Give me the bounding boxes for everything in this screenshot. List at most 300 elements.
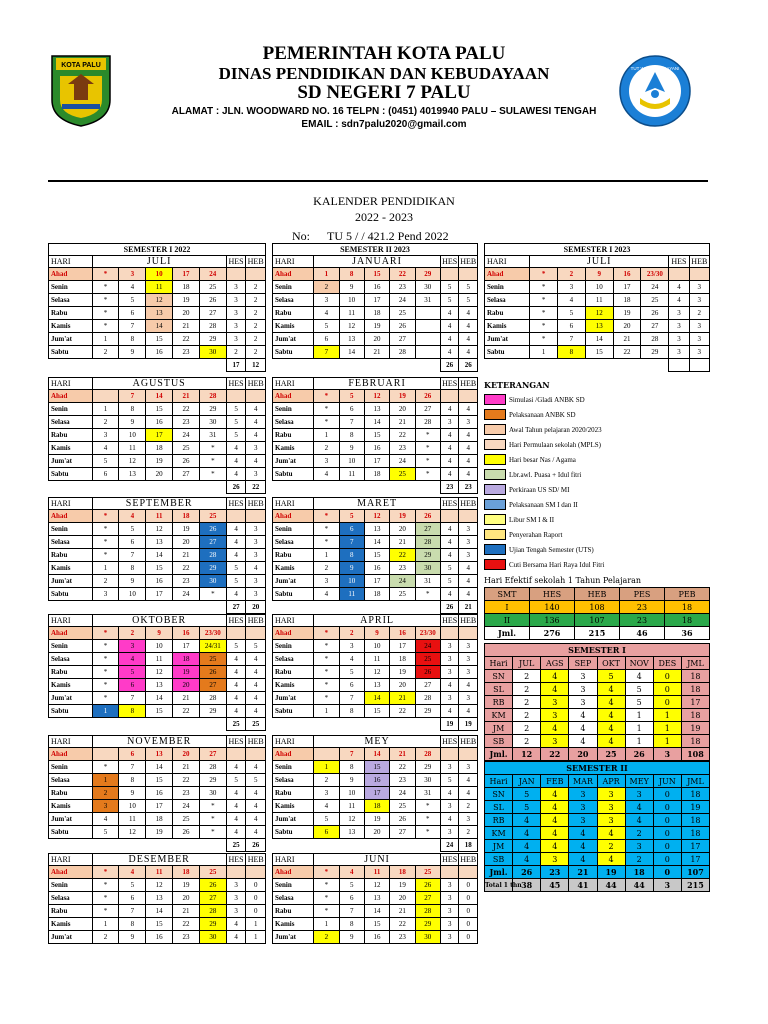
hari-header: HARI: [273, 736, 314, 748]
heb-header: HEB: [247, 257, 264, 266]
date-cell: 18: [364, 588, 389, 601]
date-cell: 28: [415, 536, 440, 549]
heb-value: 4: [459, 588, 478, 601]
date-cell: 18: [364, 307, 389, 320]
hes-value: [440, 866, 459, 879]
summary-cell: 17: [681, 696, 709, 709]
summary-head-cell: JML: [681, 775, 709, 788]
legend-item: [484, 542, 714, 557]
summary-cell: 3: [569, 696, 597, 709]
date-cell: 25: [199, 653, 226, 666]
date-cell: [415, 333, 440, 346]
hes-header: HES: [442, 379, 458, 388]
day-name: Senin: [273, 879, 314, 892]
summary-cell: 2: [513, 709, 541, 722]
hes-value: 4: [440, 429, 459, 442]
date-cell: 8: [119, 918, 146, 931]
day-row: [49, 800, 266, 813]
date-cell: *: [92, 510, 119, 523]
date-cell: 28: [199, 549, 226, 562]
date-cell: 28: [199, 761, 226, 774]
hes-value: [226, 268, 246, 281]
effective-cell: 107: [575, 614, 620, 627]
day-row: [49, 549, 266, 562]
date-cell: 8: [119, 403, 146, 416]
month-total-row: [485, 359, 710, 372]
day-row: [273, 468, 478, 481]
day-name: Rabu: [273, 429, 314, 442]
heb-header: HEB: [247, 737, 264, 746]
hes-total: 26: [440, 359, 459, 372]
heb-value: 4: [459, 575, 478, 588]
month-name: OKTOBER: [92, 615, 226, 627]
date-cell: 3: [92, 588, 119, 601]
day-name: Senin: [49, 761, 93, 774]
date-cell: 15: [364, 429, 389, 442]
day-name: Rabu: [49, 666, 93, 679]
date-cell: 18: [146, 442, 173, 455]
date-cell: 5: [558, 307, 586, 320]
heb-value: 3: [459, 640, 478, 653]
day-name: Senin: [49, 281, 93, 294]
date-cell: 7: [119, 390, 146, 403]
day-row: [273, 346, 478, 359]
date-cell: 21: [173, 692, 200, 705]
heb-value: 4: [246, 416, 266, 429]
school-address: ALAMAT : JLN. WOODWARD NO. 16 TELPN : (0451) 4019940 PALU – SULAWESI TENGAH: [171, 106, 597, 118]
date-cell: 3: [314, 787, 339, 800]
date-cell: 22: [173, 562, 200, 575]
hes-value: 5: [440, 774, 459, 787]
date-cell: 17: [364, 575, 389, 588]
summary-cell: 4: [569, 735, 597, 748]
month-table: [48, 853, 266, 944]
summary-cell: 21: [569, 866, 597, 879]
date-cell: 4: [92, 442, 119, 455]
summary-cell: 2: [597, 840, 625, 853]
summary-cell: 3: [569, 788, 597, 801]
day-row: [273, 416, 478, 429]
day-row: [273, 653, 478, 666]
date-cell: *: [314, 679, 339, 692]
heb-value: 2: [459, 800, 478, 813]
date-cell: 15: [146, 403, 173, 416]
date-cell: 2: [92, 346, 119, 359]
day-name: Selasa: [49, 892, 93, 905]
summary-cell: 4: [541, 788, 569, 801]
date-cell: 13: [339, 826, 364, 839]
date-cell: 26: [641, 307, 669, 320]
heb-value: 2: [246, 346, 266, 359]
hes-value: 3: [440, 640, 459, 653]
day-row: [49, 705, 266, 718]
date-cell: *: [92, 320, 119, 333]
summary-cell: 4: [597, 735, 625, 748]
summary-cell: 4: [597, 827, 625, 840]
summary-cell: 18: [681, 670, 709, 683]
date-cell: *: [92, 905, 119, 918]
day-row: [485, 333, 710, 346]
day-name: Ahad: [485, 268, 530, 281]
date-cell: 30: [199, 931, 226, 944]
date-cell: 19: [613, 307, 641, 320]
day-name: Sabtu: [49, 588, 93, 601]
date-cell: 12: [146, 879, 173, 892]
heb-value: 3: [246, 536, 266, 549]
date-cell: 15: [146, 918, 173, 931]
date-cell: 25: [173, 442, 200, 455]
date-cell: 18: [613, 294, 641, 307]
hes-value: 4: [226, 523, 246, 536]
date-cell: 25: [390, 468, 415, 481]
summary-head-cell: OKT: [597, 657, 625, 670]
heb-value: 3: [246, 575, 266, 588]
summary-cell: 4: [541, 801, 569, 814]
date-cell: 17: [146, 800, 173, 813]
summary-cell: 0: [653, 840, 681, 853]
date-cell: *: [199, 826, 226, 839]
date-cell: 9: [339, 931, 364, 944]
day-name: Selasa: [49, 774, 93, 787]
day-row: [49, 931, 266, 944]
hes-header: HES: [442, 257, 458, 266]
hes-value: 3: [440, 918, 459, 931]
summary-cell: SN: [485, 670, 513, 683]
date-cell: 13: [119, 468, 146, 481]
date-cell: 4: [314, 800, 339, 813]
date-cell: 3: [119, 640, 146, 653]
date-cell: 26: [199, 523, 226, 536]
day-row: [49, 403, 266, 416]
day-name: Selasa: [273, 892, 314, 905]
day-name: Senin: [273, 761, 314, 774]
date-cell: *: [92, 281, 119, 294]
date-cell: *: [415, 455, 440, 468]
day-row: [273, 588, 478, 601]
summary-head-cell: SEP: [569, 657, 597, 670]
date-cell: *: [415, 468, 440, 481]
summary-cell: 3: [597, 814, 625, 827]
heb-value: 4: [459, 774, 478, 787]
date-cell: 27: [415, 892, 440, 905]
date-cell: 19: [390, 510, 415, 523]
day-row: [49, 575, 266, 588]
date-cell: *: [92, 294, 119, 307]
date-cell: 27: [199, 307, 226, 320]
heb-value: 4: [459, 307, 478, 320]
month-table: [272, 614, 478, 731]
heb-total: [689, 359, 709, 372]
day-row: [273, 320, 478, 333]
summary-cell: 2: [513, 735, 541, 748]
date-cell: *: [92, 666, 119, 679]
day-name: Ahad: [273, 268, 314, 281]
hes-total: 27: [226, 601, 246, 614]
day-row: [49, 813, 266, 826]
date-cell: 25: [415, 866, 440, 879]
summary-cell: 19: [597, 866, 625, 879]
day-name: Sabtu: [273, 346, 314, 359]
doc-title: KALENDER PENDIDIKAN: [313, 194, 455, 208]
date-cell: 12: [585, 307, 613, 320]
hes-value: 4: [226, 787, 246, 800]
day-row: [273, 294, 478, 307]
date-cell: 21: [173, 549, 200, 562]
date-cell: 29: [199, 562, 226, 575]
legend-label: Pelaksanaan SM I dan II: [509, 500, 578, 509]
summary-head-cell: JUN: [653, 775, 681, 788]
summary-cell: 19: [681, 801, 709, 814]
day-name: Rabu: [49, 307, 93, 320]
legend-swatch: [484, 484, 506, 495]
day-row: [273, 403, 478, 416]
day-name: Kamis: [273, 320, 314, 333]
date-cell: 7: [558, 333, 586, 346]
date-cell: 29: [415, 918, 440, 931]
date-cell: 23: [173, 416, 200, 429]
date-cell: 5: [119, 294, 146, 307]
hes-header: HES: [226, 378, 246, 390]
day-row: [49, 653, 266, 666]
effective-title: Hari Efektif sekolah 1 Tahun Pelajaran: [484, 576, 642, 585]
date-cell: 4: [339, 653, 364, 666]
date-cell: 2: [314, 562, 339, 575]
day-row: [49, 905, 266, 918]
summary-head-cell: Hari: [485, 657, 513, 670]
date-cell: 27: [415, 523, 440, 536]
date-cell: 10: [146, 268, 173, 281]
month-block: [48, 497, 266, 614]
date-cell: 21: [390, 416, 415, 429]
day-name: Selasa: [49, 294, 93, 307]
year-total-cell: 44: [625, 879, 653, 892]
date-cell: 1: [314, 761, 339, 774]
summary-cell: 0: [653, 696, 681, 709]
month-name: JANUARI: [314, 256, 441, 268]
hes-value: 4: [440, 523, 459, 536]
day-row: [485, 320, 710, 333]
hes-value: 4: [226, 705, 246, 718]
day-row: [49, 562, 266, 575]
day-row: [273, 705, 478, 718]
summary-cell: RB: [485, 814, 513, 827]
hes-value: 4: [440, 787, 459, 800]
day-row: [273, 549, 478, 562]
date-cell: *: [314, 905, 339, 918]
year-total-cell: Total 1 thn: [485, 879, 513, 892]
legend-item: [484, 512, 714, 527]
day-name: Selasa: [273, 536, 314, 549]
heb-value: 0: [459, 892, 478, 905]
date-cell: 14: [364, 905, 389, 918]
summary-cell: 26: [625, 748, 653, 761]
day-row: [273, 774, 478, 787]
summary-cell: 20: [569, 748, 597, 761]
heb-value: 5: [246, 640, 266, 653]
summary-cell: 12: [513, 748, 541, 761]
date-cell: *: [314, 692, 339, 705]
summary-cell: 3: [569, 801, 597, 814]
hes-value: [226, 748, 246, 761]
hes-value: 4: [440, 403, 459, 416]
date-cell: 17: [146, 588, 173, 601]
month-table: [48, 243, 266, 372]
date-cell: 23: [390, 931, 415, 944]
day-row: [49, 346, 266, 359]
summary-cell: 3: [541, 696, 569, 709]
date-cell: 22: [390, 918, 415, 931]
heb-value: [246, 390, 266, 403]
hes-value: [440, 390, 459, 403]
date-cell: 20: [364, 333, 389, 346]
date-cell: 30: [199, 416, 226, 429]
date-cell: 8: [119, 705, 146, 718]
date-cell: 6: [339, 679, 364, 692]
summary-head-cell: AGS: [541, 657, 569, 670]
day-name: Kamis: [485, 320, 530, 333]
heb-value: 4: [246, 562, 266, 575]
summary-cell: 3: [541, 735, 569, 748]
day-name: Ahad: [49, 268, 93, 281]
day-row: [273, 866, 478, 879]
heb-value: 5: [246, 774, 266, 787]
summary-cell: 1: [625, 709, 653, 722]
day-row: [49, 510, 266, 523]
date-cell: 3: [314, 455, 339, 468]
day-name: Kamis: [49, 562, 93, 575]
summary-cell: 4: [513, 814, 541, 827]
date-cell: 25: [173, 813, 200, 826]
day-row: [49, 268, 266, 281]
summary-cell: 2: [625, 853, 653, 866]
year-total-cell: 3: [653, 879, 681, 892]
day-name: Ahad: [273, 390, 314, 403]
month-block: [48, 853, 266, 944]
heb-header: HEB: [247, 855, 264, 864]
hes-total: 25: [226, 718, 246, 731]
date-cell: 25: [390, 307, 415, 320]
date-cell: 31: [415, 294, 440, 307]
date-cell: 11: [339, 588, 364, 601]
month-name: JULI: [92, 256, 226, 268]
year-total-cell: 215: [681, 879, 709, 892]
summary-cell: 0: [653, 788, 681, 801]
date-cell: 14: [364, 416, 389, 429]
day-name: Sabtu: [273, 705, 314, 718]
date-cell: 5: [339, 879, 364, 892]
effective-head-cell: PES: [620, 588, 665, 601]
date-cell: 5: [339, 510, 364, 523]
day-name: Kamis: [273, 918, 314, 931]
summary-cell: 18: [681, 814, 709, 827]
day-name: Sabtu: [49, 826, 93, 839]
hari-header: HARI: [49, 378, 93, 390]
month-total-row: [49, 359, 266, 372]
heb-value: [459, 627, 478, 640]
heb-value: [246, 510, 266, 523]
date-cell: *: [92, 549, 119, 562]
heb-value: 5: [459, 281, 478, 294]
date-cell: 5: [119, 523, 146, 536]
date-cell: 21: [390, 536, 415, 549]
heb-value: 4: [459, 442, 478, 455]
heb-header: HEB: [247, 616, 264, 625]
heb-value: 2: [246, 333, 266, 346]
date-cell: 23/30: [641, 268, 669, 281]
effective-head-cell: HEB: [575, 588, 620, 601]
summary-head-cell: DES: [653, 657, 681, 670]
date-cell: *: [92, 679, 119, 692]
date-cell: 26: [415, 879, 440, 892]
summary-cell: 5: [513, 801, 541, 814]
date-cell: 9: [146, 627, 173, 640]
effective-cell: 215: [575, 627, 620, 640]
date-cell: *: [314, 892, 339, 905]
date-cell: 21: [390, 905, 415, 918]
day-row: [49, 523, 266, 536]
date-cell: 23: [173, 575, 200, 588]
summary-cell: 4: [541, 814, 569, 827]
date-cell: 12: [364, 390, 389, 403]
hes-value: 3: [440, 416, 459, 429]
hes-total: 24: [440, 839, 459, 852]
header-divider: [48, 180, 708, 182]
date-cell: 26: [173, 826, 200, 839]
date-cell: 17: [146, 429, 173, 442]
date-cell: *: [314, 866, 339, 879]
date-cell: *: [314, 416, 339, 429]
day-row: [485, 307, 710, 320]
heb-total: 23: [459, 481, 478, 494]
hes-value: 4: [440, 813, 459, 826]
date-cell: 18: [146, 813, 173, 826]
date-cell: 7: [339, 536, 364, 549]
date-cell: 20: [173, 679, 200, 692]
date-cell: 27: [199, 536, 226, 549]
day-row: [49, 320, 266, 333]
date-cell: 19: [173, 294, 200, 307]
date-cell: 3: [339, 640, 364, 653]
date-cell: 27: [199, 892, 226, 905]
date-cell: 6: [314, 333, 339, 346]
summary-cell: 4: [513, 827, 541, 840]
effective-cell: 36: [665, 627, 710, 640]
legend-item: [484, 527, 714, 542]
legend-swatch: [484, 454, 506, 465]
month-name: FEBRUARI: [314, 378, 441, 390]
date-cell: *: [415, 800, 440, 813]
date-cell: 30: [415, 281, 440, 294]
date-cell: 25: [199, 281, 226, 294]
month-name: DESEMBER: [92, 854, 226, 866]
heb-value: 4: [459, 705, 478, 718]
date-cell: 14: [364, 748, 389, 761]
legend-label: Ujian Tengah Semester (UTS): [509, 545, 594, 554]
hes-header: HES: [226, 256, 246, 268]
day-name: Sabtu: [49, 346, 93, 359]
day-name: Senin: [273, 403, 314, 416]
summary-cell: 22: [541, 748, 569, 761]
date-cell: 11: [339, 800, 364, 813]
hes-header: HES: [226, 498, 246, 510]
date-cell: 28: [415, 748, 440, 761]
date-cell: 24: [390, 575, 415, 588]
date-cell: 18: [390, 653, 415, 666]
summary-cell: 4: [569, 827, 597, 840]
heb-value: 4: [459, 403, 478, 416]
date-cell: 9: [119, 575, 146, 588]
month-total-row: [273, 601, 478, 614]
